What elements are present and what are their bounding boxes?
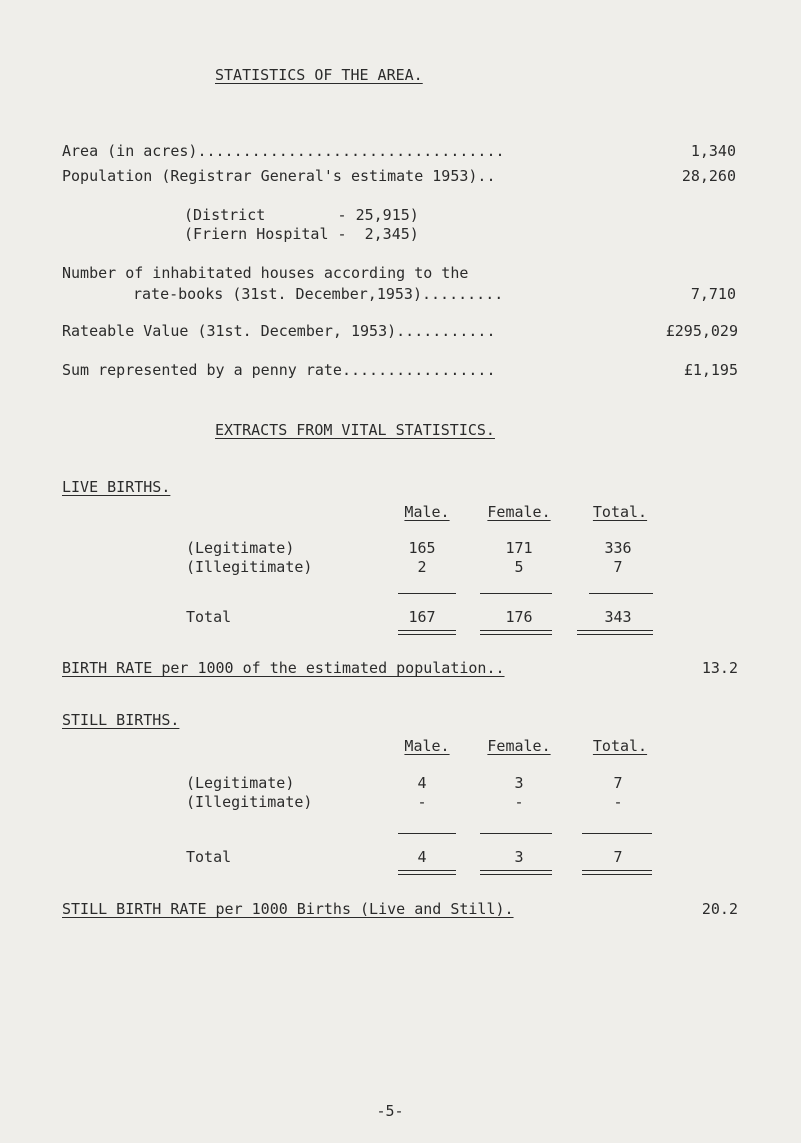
still-double-rule-male bbox=[398, 870, 456, 875]
still-col-female: Female. bbox=[487, 737, 551, 755]
still-total-female: 3 bbox=[514, 848, 524, 866]
still-subtotal-rule-male bbox=[398, 833, 456, 834]
still-row-illegit-male: - bbox=[417, 793, 427, 811]
live-subtotal-rule-male bbox=[398, 593, 456, 594]
still-subtotal-rule-total bbox=[582, 833, 652, 834]
still-row-legit-total: 7 bbox=[613, 774, 623, 792]
still-row-illegit-female: - bbox=[514, 793, 524, 811]
live-col-total: Total. bbox=[592, 503, 648, 521]
live-col-female: Female. bbox=[487, 503, 551, 521]
birth-rate-value: 13.2 bbox=[701, 659, 738, 677]
still-row-legit-label: (Legitimate) bbox=[186, 774, 295, 792]
friern-line: (Friern Hospital - 2,345) bbox=[184, 225, 419, 243]
area-value: 1,340 bbox=[690, 142, 736, 160]
page-title: STATISTICS OF THE AREA. bbox=[215, 66, 423, 84]
still-col-total: Total. bbox=[592, 737, 648, 755]
live-total-total: 343 bbox=[604, 608, 632, 626]
penny-value: £1,195 bbox=[683, 361, 738, 379]
houses-label-2: rate-books (31st. December,1953)......... bbox=[133, 285, 504, 303]
houses-value: 7,710 bbox=[690, 285, 736, 303]
live-total-label: Total bbox=[186, 608, 232, 626]
live-subtotal-rule-female bbox=[480, 593, 552, 594]
still-row-illegit-label: (Illegitimate) bbox=[186, 793, 313, 811]
live-double-rule-male bbox=[398, 630, 456, 635]
live-row-illegit-female: 5 bbox=[514, 558, 524, 576]
houses-label-1: Number of inhabitated houses according to the bbox=[62, 264, 469, 282]
still-double-rule-female bbox=[480, 870, 552, 875]
population-value: 28,260 bbox=[681, 167, 736, 185]
district-line: (District - 25,915) bbox=[184, 206, 419, 224]
still-total-male: 4 bbox=[417, 848, 427, 866]
birth-rate-label: BIRTH RATE per 1000 of the estimated population.. bbox=[62, 659, 505, 677]
live-row-illegit-label: (Illegitimate) bbox=[186, 558, 313, 576]
still-total-total: 7 bbox=[613, 848, 623, 866]
extracts-title: EXTRACTS FROM VITAL STATISTICS. bbox=[215, 421, 495, 439]
live-total-female: 176 bbox=[505, 608, 533, 626]
rateable-value: £295,029 bbox=[665, 322, 738, 340]
area-label: Area (in acres).................................. bbox=[62, 142, 505, 160]
penny-label: Sum represented by a penny rate................. bbox=[62, 361, 496, 379]
still-birth-rate-value: 20.2 bbox=[701, 900, 738, 918]
live-row-illegit-total: 7 bbox=[613, 558, 623, 576]
still-birth-rate-label: STILL BIRTH RATE per 1000 Births (Live and Still). bbox=[62, 900, 514, 918]
still-col-male: Male. bbox=[404, 737, 450, 755]
still-double-rule-total bbox=[582, 870, 652, 875]
still-row-legit-female: 3 bbox=[514, 774, 524, 792]
still-subtotal-rule-female bbox=[480, 833, 552, 834]
still-total-label: Total bbox=[186, 848, 232, 866]
live-row-illegit-male: 2 bbox=[417, 558, 427, 576]
rateable-label: Rateable Value (31st. December, 1953)........... bbox=[62, 322, 496, 340]
live-births-heading: LIVE BIRTHS. bbox=[62, 478, 171, 496]
still-row-legit-male: 4 bbox=[417, 774, 427, 792]
still-row-illegit-total: - bbox=[613, 793, 623, 811]
live-row-legit-female: 171 bbox=[505, 539, 533, 557]
live-double-rule-total bbox=[577, 630, 653, 635]
live-col-male: Male. bbox=[404, 503, 450, 521]
live-total-male: 167 bbox=[408, 608, 436, 626]
live-row-legit-label: (Legitimate) bbox=[186, 539, 295, 557]
page-number: -5- bbox=[376, 1102, 404, 1120]
live-row-legit-male: 165 bbox=[408, 539, 436, 557]
live-row-legit-total: 336 bbox=[604, 539, 632, 557]
population-label: Population (Registrar General's estimate 1953).. bbox=[62, 167, 496, 185]
live-subtotal-rule-total bbox=[589, 593, 653, 594]
live-double-rule-female bbox=[480, 630, 552, 635]
still-births-heading: STILL BIRTHS. bbox=[62, 711, 180, 729]
